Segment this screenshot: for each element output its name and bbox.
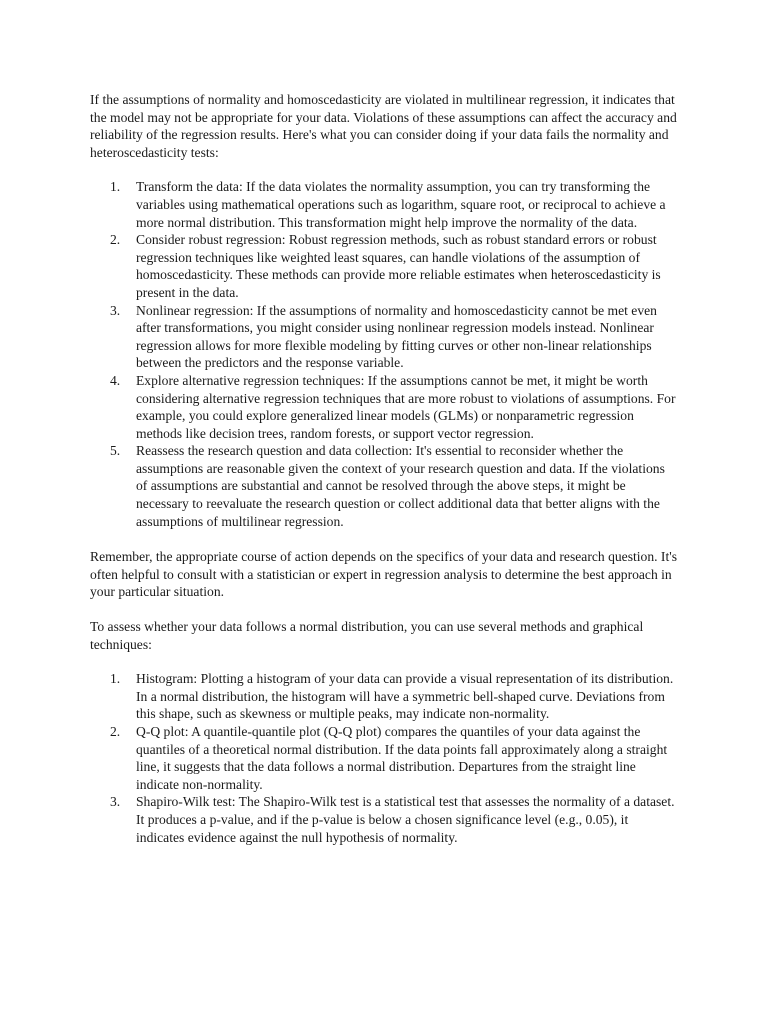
list-item-text: Shapiro-Wilk test: The Shapiro-Wilk test is a statistical test that assesses the normality of a dataset. It produces a p-value, and if the p-value is below a chosen significance level (e.g., 0.05), it indicates evidence against the null hypothesis of normality. xyxy=(136,794,675,845)
list-item xyxy=(90,178,678,231)
normality-methods-list xyxy=(90,670,678,846)
assess-paragraph: To assess whether your data follows a normal distribution, you can use several methods and graphical techniques: xyxy=(90,619,644,652)
list-item-number: 2. xyxy=(110,232,121,248)
remember-paragraph: Remember, the appropriate course of action depends on the specifics of your data and research question. It's often helpful to consult with a statistician or expert in regression analysis to determine the best approach in your particular situation. xyxy=(90,549,677,600)
list-item-number: 5. xyxy=(110,443,121,459)
list-item-number: 3. xyxy=(110,794,121,810)
list-item xyxy=(90,723,678,793)
list-item xyxy=(90,231,678,301)
list-item-text: Nonlinear regression: If the assumptions of normality and homoscedasticity cannot be met even after transformations, you might consider using nonlinear regression models instead. Nonlinear regression allows for more flexible modeling by fitting curves or other non-linear relationships between the predictors and the response variable. xyxy=(136,302,657,371)
list-item-text: Reassess the research question and data collection: It's essential to reconsider whether the assumptions are reasonable given the context of your research question and data. If the violations of assumptions are substantial and cannot be resolved through the above steps, it might be necessary to reevaluate the research question or collect additional data that better aligns with the assumptions of multilinear regression. xyxy=(136,443,665,529)
list-item-number: 1. xyxy=(110,671,121,687)
list-item-text: Q-Q plot: A quantile-quantile plot (Q-Q plot) compares the quantiles of your data against the quantiles of a theoretical normal distribution. If the data points fall approximately along a straight line, it suggests that the data follows a normal distribution. Departures from the straight line indicate non-normality. xyxy=(136,724,668,792)
remedies-list xyxy=(90,178,678,530)
list-item xyxy=(90,302,678,372)
list-item-text: Transform the data: If the data violates the normality assumption, you can try transforming the variables using mathematical operations such as logarithm, square root, or reciprocal to achieve a more normal distribution. This transformation might help improve the normality of the data. xyxy=(136,179,666,230)
list-item-text: Histogram: Plotting a histogram of your data can provide a visual representation of its distribution. In a normal distribution, the histogram will have a symmetric bell-shaped curve. Deviations from this shape, such as skewness or multiple peaks, may indicate non-normality. xyxy=(136,671,674,722)
list-item-number: 3. xyxy=(110,302,121,318)
list-item xyxy=(90,670,678,723)
list-item xyxy=(90,372,678,442)
intro-paragraph: If the assumptions of normality and homoscedasticity are violated in multilinear regression, it indicates that the model may not be appropriate for your data. Violations of these assumptions can affect the accuracy and reliability of the regression results. Here's what you can consider doing if your data fails the normality and heteroscedasticity tests: xyxy=(90,92,677,160)
list-item-text: Explore alternative regression techniques: If the assumptions cannot be met, it might be worth considering alternative regression techniques that are more robust to violations of assumptions. For example, you could explore generalized linear models (GLMs) or nonparametric regression methods like decision trees, random forests, or support vector regression. xyxy=(136,372,676,441)
list-item-number: 2. xyxy=(110,724,121,739)
list-item-text: Consider robust regression: Robust regression methods, such as robust standard errors or robust regression techniques like weighted least squares, can handle violations of the assumption of homoscedasticity. These methods can provide more reliable estimates when heteroscedasticity is present in the data. xyxy=(136,232,661,300)
list-item-number: 4. xyxy=(110,372,121,388)
list-item xyxy=(90,442,678,530)
document-page xyxy=(90,91,678,846)
list-item xyxy=(90,793,678,846)
list-item-number: 1. xyxy=(110,179,121,195)
